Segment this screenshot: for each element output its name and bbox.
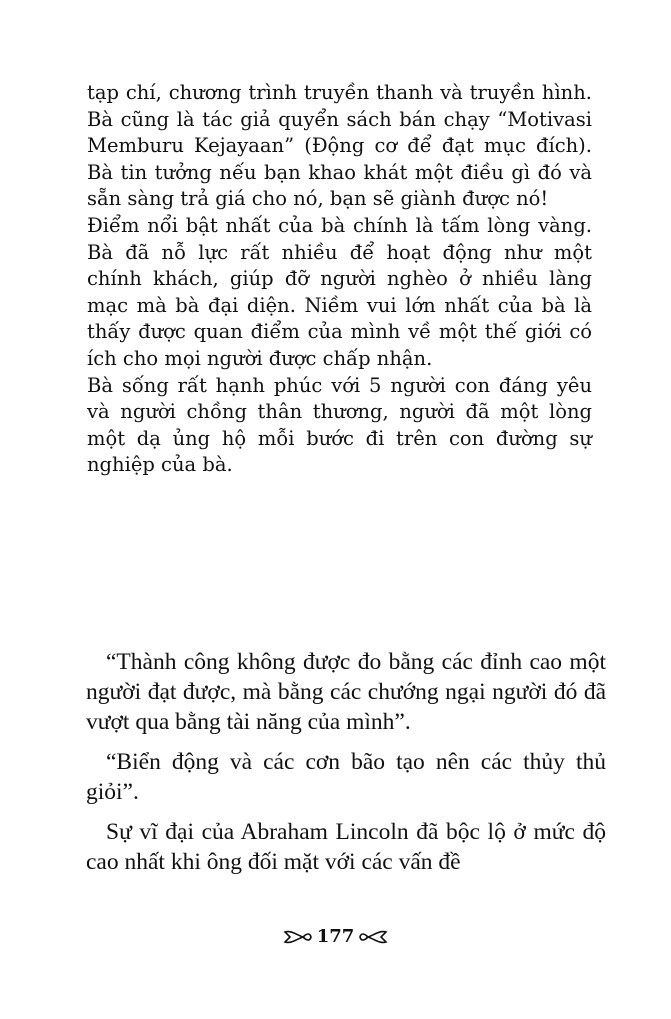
page-footer: [0, 926, 671, 947]
page-number: 177: [316, 926, 355, 947]
left-fish-ornament-icon: [283, 929, 313, 945]
quote-paragraph-1: “Thành công không được đo bằng các đỉnh cao một người đạt được, mà bằng các chướng ngại người đó đã vượt qua bằng tài năng của mình”.: [86, 649, 606, 735]
bio-paragraph-3: Bà sống rất hạnh phúc với 5 người con đáng yêu và người chồng thân thương, người đã một lòng một dạ ủng hộ mỗi bước đi trên con đường sự nghiệp của bà.: [87, 373, 592, 477]
author-bio-section: [87, 80, 592, 479]
bio-paragraph-1: tạp chí, chương trình truyền thanh và truyền hình. Bà cũng là tác giả quyển sách bán chạy “Motivasi Memburu Kejayaan” (Động cơ để đạt mục đích). Bà tin tưởng nếu bạn khao khát một điều gì đó và sẵn sàng trả giá cho nó, bạn sẽ giành được nó!: [87, 81, 592, 211]
quote-paragraph-2: “Biển động và các cơn bão tạo nên các thủy thủ giỏi”.: [86, 749, 606, 805]
quote-section: [86, 647, 606, 887]
bio-paragraph-2: Điểm nổi bật nhất của bà chính là tấm lòng vàng. Bà đã nỗ lực rất nhiều để hoạt động như một chính khách, giúp đỡ người nghèo ở nhiều làng mạc mà bà đại diện. Niềm vui lớn nhất của bà là thấy được quan điểm của mình về một thế giới có ích cho mọi người được chấp nhận.: [87, 213, 592, 370]
body-paragraph: Sự vĩ đại của Abraham Lincoln đã bộc lộ ở mức độ cao nhất khi ông đối mặt với các vấn đề: [86, 819, 606, 875]
right-fish-ornament-icon: [358, 929, 388, 945]
